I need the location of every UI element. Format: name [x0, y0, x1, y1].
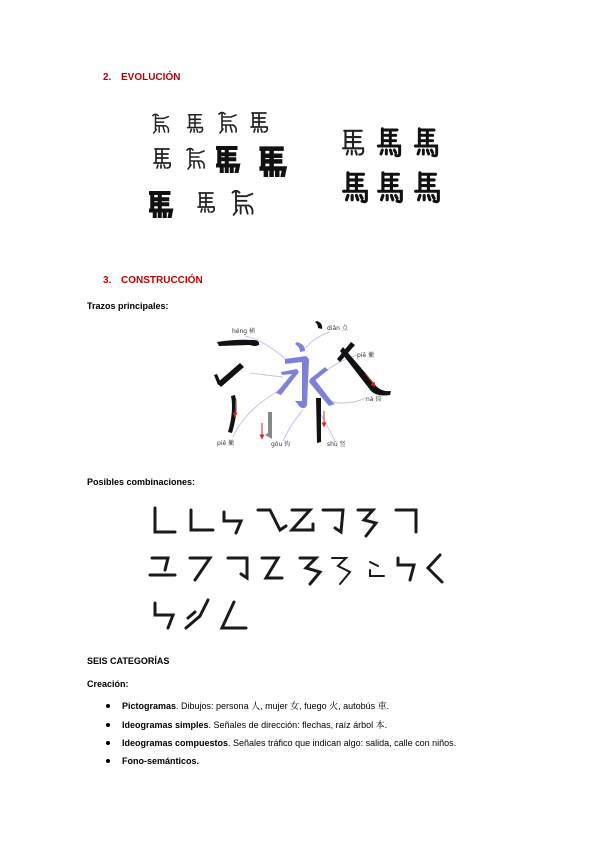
evolution-glyph: [378, 129, 399, 156]
stroke-gou: [265, 412, 272, 439]
list-item-term: Ideogramas simples: [122, 720, 209, 730]
combination-stroke: [155, 603, 173, 628]
combination-stroke: [155, 508, 175, 532]
combination-stroke: [332, 558, 350, 584]
list-item: [122, 719, 387, 731]
evolution-glyph: [219, 113, 236, 134]
section-heading-construccion: [103, 275, 203, 287]
evolution-glyph: [416, 173, 439, 202]
bullet-marker: [106, 723, 110, 727]
list-item-text: . Dibujos: persona 人, mujer 女, fuego 火, autobús 車.: [176, 701, 390, 711]
evolution-glyph: [251, 113, 267, 132]
list-item-text: . Señales tráfico que indican algo: salida, calle con niños.: [228, 738, 457, 748]
combination-stroke: [186, 600, 208, 628]
evolution-glyph: [218, 148, 238, 172]
evolution-glyph: [344, 173, 367, 202]
evolution-glyph: [262, 149, 285, 176]
combination-stroke: [190, 558, 210, 580]
stroke-heng: [217, 340, 259, 346]
stroke-label-dian: diǎn 点: [327, 325, 348, 332]
list-item: [122, 755, 199, 767]
section-heading-evolucion: [103, 72, 180, 84]
stroke-label-heng: héng 横: [232, 328, 256, 335]
section-title: CONSTRUCCIÓN: [121, 275, 203, 286]
list-item: [122, 700, 389, 712]
evolution-glyph: [233, 191, 253, 215]
creacion-label: Creación:: [87, 679, 129, 689]
guide-line: [250, 373, 283, 377]
combination-stroke: [152, 558, 168, 570]
stroke-shu: [316, 398, 321, 443]
section-title: EVOLUCIÓN: [121, 72, 181, 83]
combination-stroke: [428, 555, 442, 582]
combination-stroke: [370, 562, 378, 566]
list-item-term: Ideogramas compuestos: [122, 738, 229, 748]
posibles-combinaciones-label: Posibles combinaciones:: [87, 477, 196, 487]
combination-stroke: [300, 558, 320, 584]
combination-stroke: [191, 510, 213, 530]
combination-stroke: [398, 558, 414, 580]
evolution-glyph: [415, 129, 436, 156]
stroke-label-na: nà 捺: [366, 396, 382, 403]
evolution-glyph: [187, 149, 204, 170]
combination-stroke: [262, 558, 282, 578]
combination-stroke: [358, 510, 376, 536]
evolution-glyph: [198, 193, 214, 212]
guide-line: [327, 398, 366, 403]
guide-line: [305, 332, 330, 348]
bullet-marker: [106, 741, 110, 745]
bullet-marker: [106, 704, 110, 708]
evolution-glyph: [343, 131, 363, 155]
combination-stroke: [396, 510, 416, 532]
stroke-label-pie-right: piě 撇: [357, 352, 375, 359]
main-strokes-figure: [205, 315, 395, 465]
evolution-glyph: [153, 114, 169, 133]
stroke-label-gou: gōu 钩: [271, 441, 291, 448]
combination-stroke: [222, 602, 246, 628]
evolution-glyph: [188, 115, 203, 132]
stroke-label-pie-left: piě 撇: [217, 440, 235, 447]
list-item-term: Pictogramas: [122, 701, 177, 711]
evolution-glyph: [379, 173, 402, 202]
stroke-ti: [217, 363, 244, 387]
guide-line: [283, 410, 303, 441]
list-item-term: Fono-semánticos.: [122, 756, 200, 766]
evolution-figure: [135, 100, 455, 235]
section-number: 3.: [103, 275, 112, 286]
combination-stroke: [258, 510, 286, 530]
trazos-principales-label: Trazos principales:: [87, 301, 169, 311]
guide-line: [233, 390, 280, 437]
stroke-label-shu: shù 竖: [327, 441, 346, 448]
combination-stroke: [188, 612, 195, 618]
combination-stroke: [370, 570, 384, 576]
combination-stroke: [224, 512, 241, 533]
evolution-glyph: [154, 149, 170, 168]
yong-character-drawing: [276, 342, 335, 408]
seis-categorias-heading: SEIS CATEGORÍAS: [87, 656, 170, 666]
combination-stroke: [292, 510, 313, 530]
stroke-dian: [315, 321, 322, 329]
combination-stroke: [228, 558, 247, 578]
section-number: 2.: [103, 72, 112, 83]
stroke-combinations-figure: [140, 500, 460, 640]
evolution-glyph: [151, 193, 171, 217]
bullet-marker: [106, 759, 110, 763]
combination-stroke: [323, 510, 343, 532]
list-item-text: . Señales de dirección: flechas, raíz árbol 本.: [208, 720, 388, 730]
list-item: [122, 737, 456, 749]
